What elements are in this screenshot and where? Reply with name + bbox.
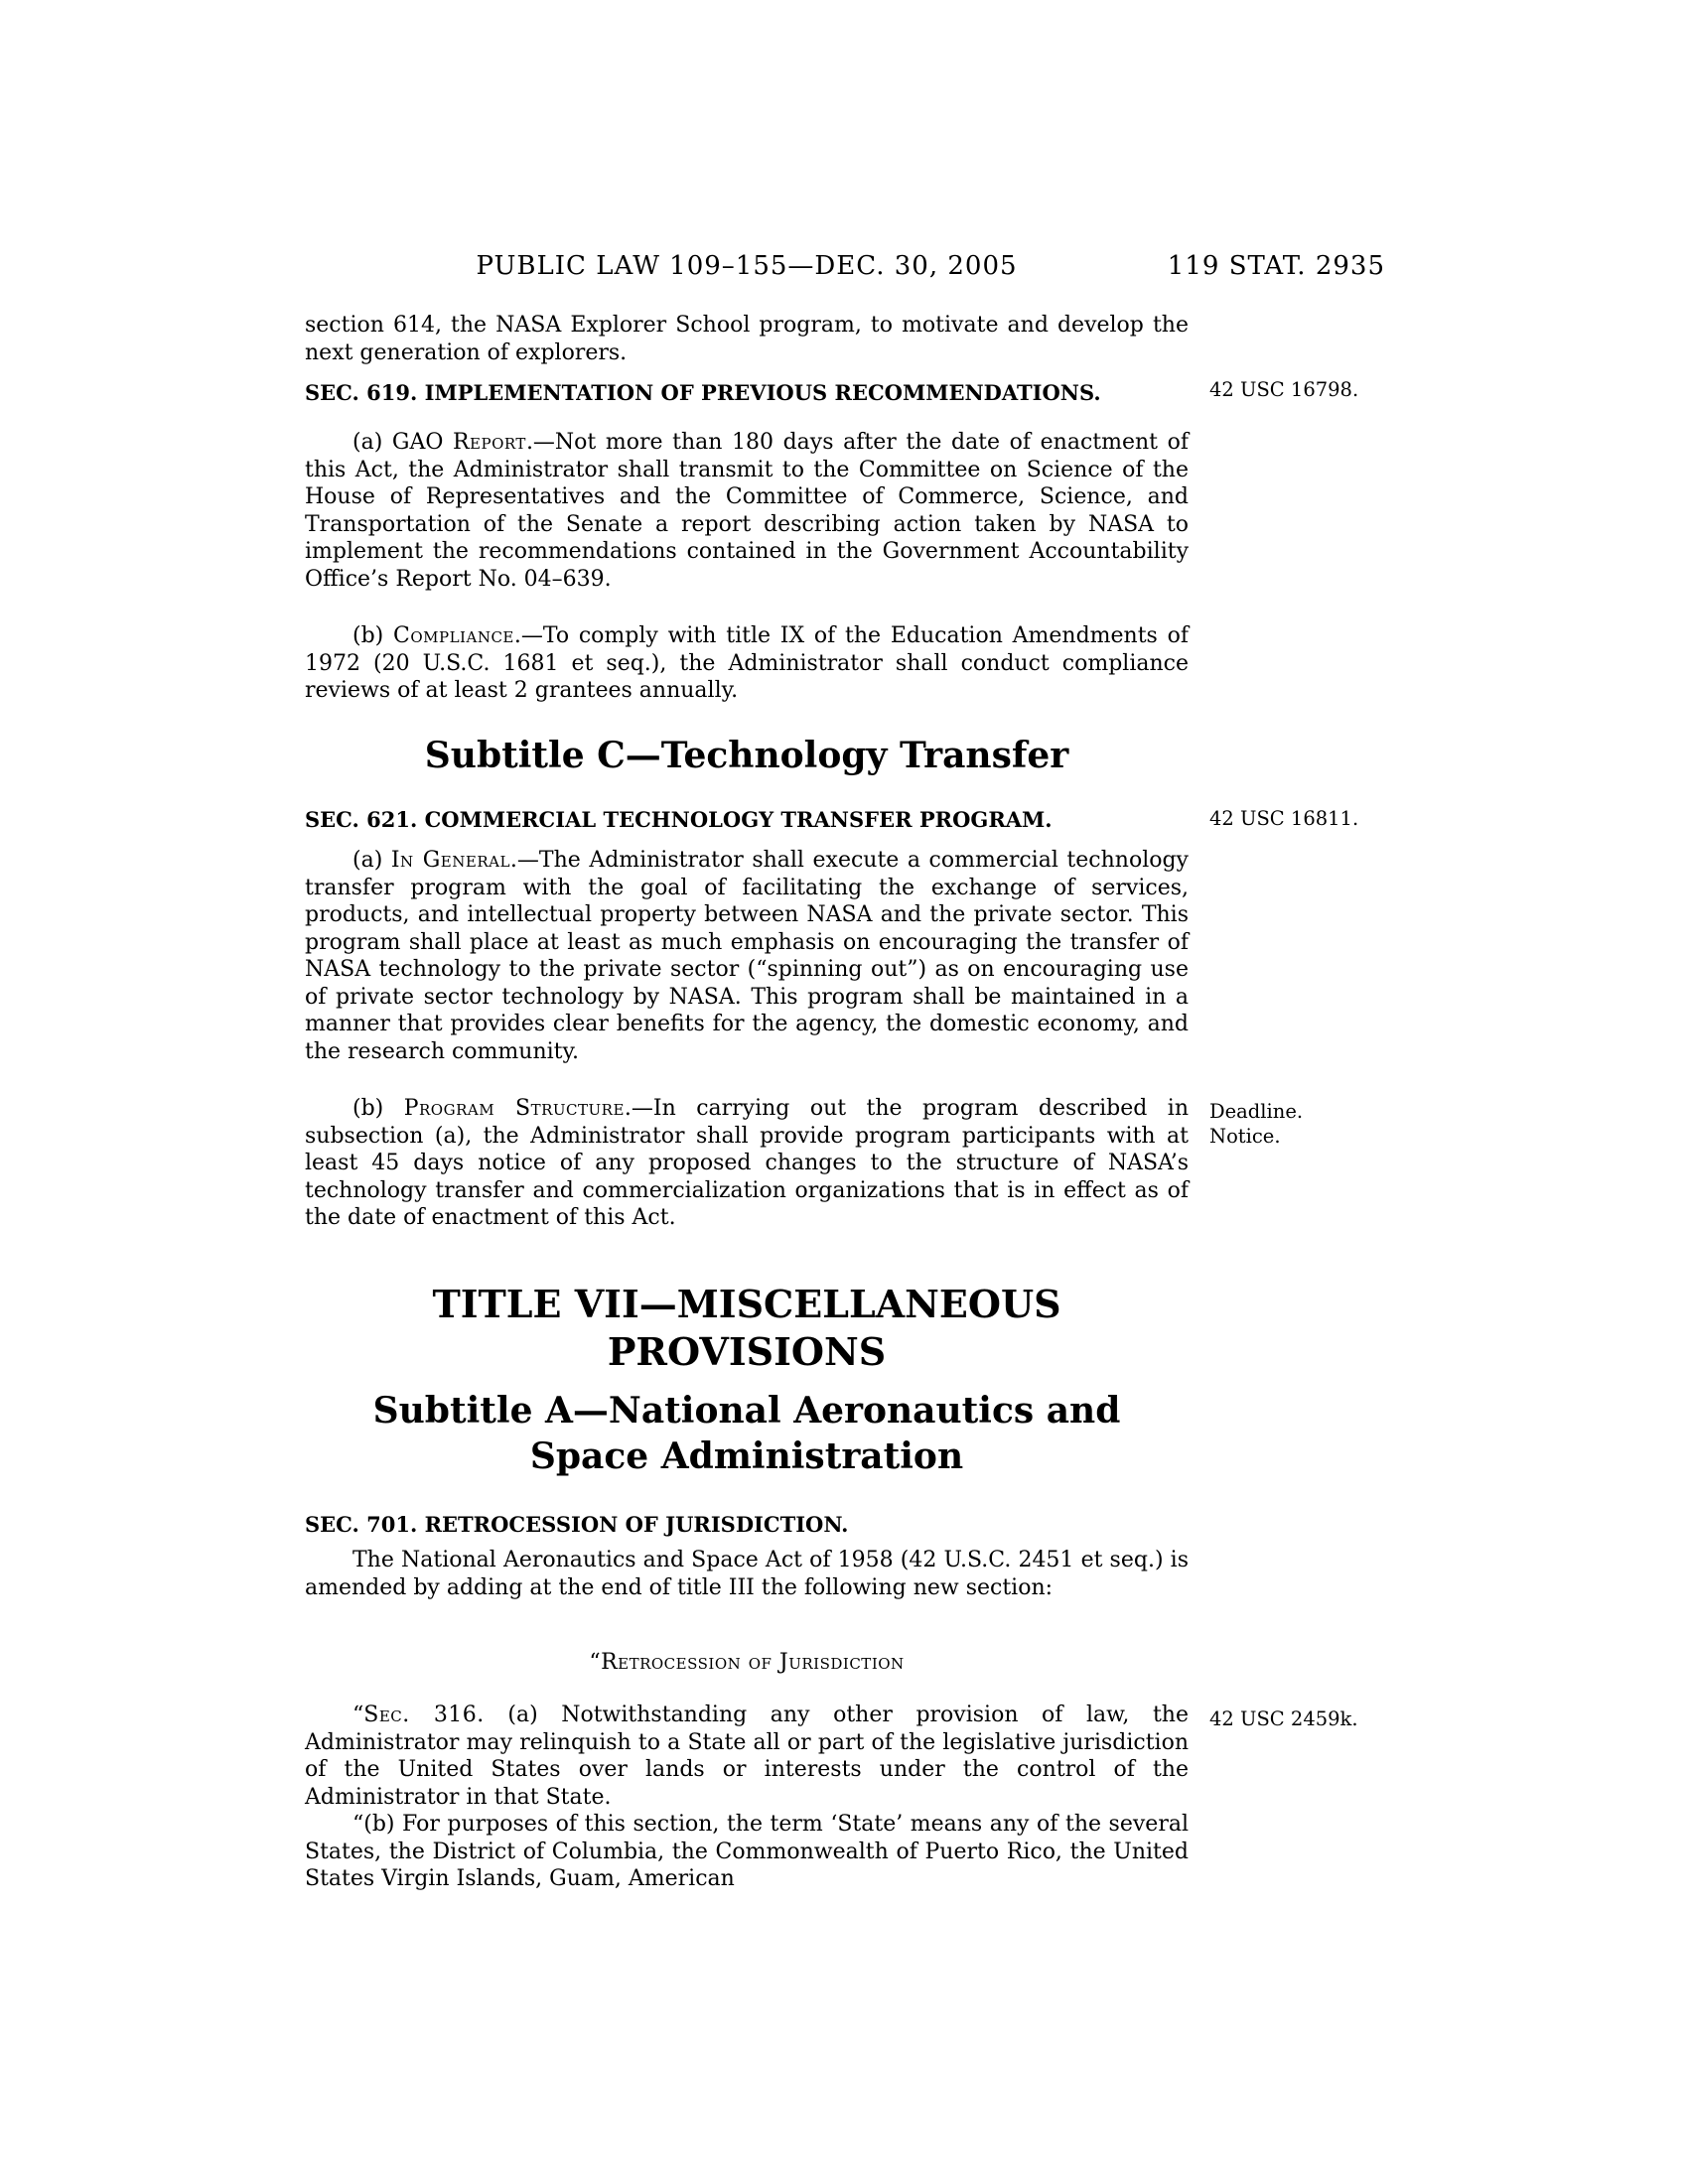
subtitle-c-heading: Subtitle C—Technology Transfer: [424, 735, 1069, 776]
paragraph-text: .—The Administrator shall execute a commercial technology transfer program with the goal of facilitating the exchange of services, products, and intellectual property between NASA and the private sector. This program shall place at least as much emphasis on encouraging the transfer of NASA technology to the private sector (“spinning out”) as on encouraging use of private sector technology by NASA. This program shall be maintained in a manner that provides clear benefits for the agency, the domestic economy, and the research community.: [305, 848, 1189, 1064]
small-caps-term: In General: [390, 848, 510, 873]
margin-note-deadline: Deadline.: [1209, 1100, 1304, 1123]
open-quote: “: [589, 1650, 602, 1675]
margin-note-notice: Notice.: [1209, 1124, 1281, 1148]
paragraph-text: .—Not more than 180 days after the date of enactment of this Act, the Administrator shall transmit to the Committee on Science of the House of Representatives and the Committee of Commerce, Science, and Transportation of the Senate a report describing action taken by NASA to implement the recommendations contained in the Government Accountability Office’s Report No. 04–639.: [305, 430, 1189, 592]
subtitle-a-line1: Subtitle A—National Aeronautics and: [372, 1390, 1121, 1432]
paragraph-619b-compliance: [305, 622, 1189, 705]
paragraph-text: .—In carrying out the program described in subsection (a), the Administrator shall provide program participants with at least 45 days notice of any proposed changes to the structure of NASA’s technology transfer and commercialization organizations that is in effect as of the date of enactment of this Act.: [305, 1096, 1189, 1230]
small-caps-heading: Retrocession of Jurisdiction: [601, 1650, 905, 1675]
title-vii-line1: TITLE VII—MISCELLANEOUS: [432, 1282, 1061, 1326]
paragraph-619a-gao-report: [305, 429, 1189, 593]
paragraph-text: (a) Notwithstanding any other provision of law, the Administrator may relinquish to a State all or part of the legislative jurisdiction of the United States over lands or interests under the control of the Administrator in that State.: [305, 1703, 1189, 1810]
margin-note-deadline-notice: [1209, 1100, 1408, 1149]
paragraph-lead: (b): [352, 1096, 404, 1121]
section-621-heading: SEC. 621. COMMERCIAL TECHNOLOGY TRANSFER PROGRAM.: [305, 807, 1053, 832]
paragraph-316a: [305, 1702, 1189, 1811]
subtitle-a-heading: [305, 1388, 1189, 1479]
small-caps-term: Report: [452, 430, 526, 455]
section-701-heading: SEC. 701. RETROCESSION OF JURISDICTION.: [305, 1512, 849, 1537]
running-header-stat-page-number: 119 STAT. 2935: [1167, 251, 1385, 281]
paragraph-lead: (a): [352, 848, 391, 873]
paragraph-621a-in-general: [305, 847, 1189, 1065]
paragraph-316b: “(b) For purposes of this section, the term ‘State’ means any of the several States, the District of Columbia, the Commonwealth of Puerto Rico, the United States Virgin Islands, Guam, American: [305, 1812, 1189, 1891]
small-caps-term: Program Structure: [403, 1096, 625, 1121]
section-619-heading: SEC. 619. IMPLEMENTATION OF PREVIOUS RECOMMENDATIONS.: [305, 380, 1101, 405]
paragraph-text: .—To comply with title IX of the Education Amendments of 1972 (20 U.S.C. 1681 et seq.), the Administrator shall conduct compliance reviews of at least 2 grantees annually.: [305, 623, 1189, 703]
paragraph-lead: (a) GAO: [352, 430, 453, 455]
margin-note-usc-2459k: 42 USC 2459k.: [1209, 1707, 1358, 1730]
running-header-law-citation: PUBLIC LAW 109–155—DEC. 30, 2005: [476, 251, 1018, 281]
paragraph-lead: (b): [352, 623, 394, 648]
subtitle-a-line2: Space Administration: [529, 1435, 964, 1477]
continuation-paragraph: section 614, the NASA Explorer School program, to motivate and develop the next generation of explorers.: [305, 313, 1189, 365]
paragraph-621b-program-structure: [305, 1095, 1189, 1232]
retrocession-centered-heading: [305, 1649, 1189, 1676]
margin-note-usc-16798: 42 USC 16798.: [1209, 378, 1359, 401]
title-vii-heading: [305, 1281, 1189, 1376]
small-caps-term: Sec. 316.: [363, 1703, 485, 1727]
title-vii-line2: PROVISIONS: [607, 1329, 887, 1374]
paragraph-701-amendment: The National Aeronautics and Space Act of 1958 (42 U.S.C. 2451 et seq.) is amended by adding at the end of title III the following new section:: [305, 1548, 1189, 1600]
margin-note-usc-16811: 42 USC 16811.: [1209, 807, 1359, 830]
paragraph-lead: “: [352, 1703, 364, 1727]
small-caps-term: Compliance: [393, 623, 514, 648]
